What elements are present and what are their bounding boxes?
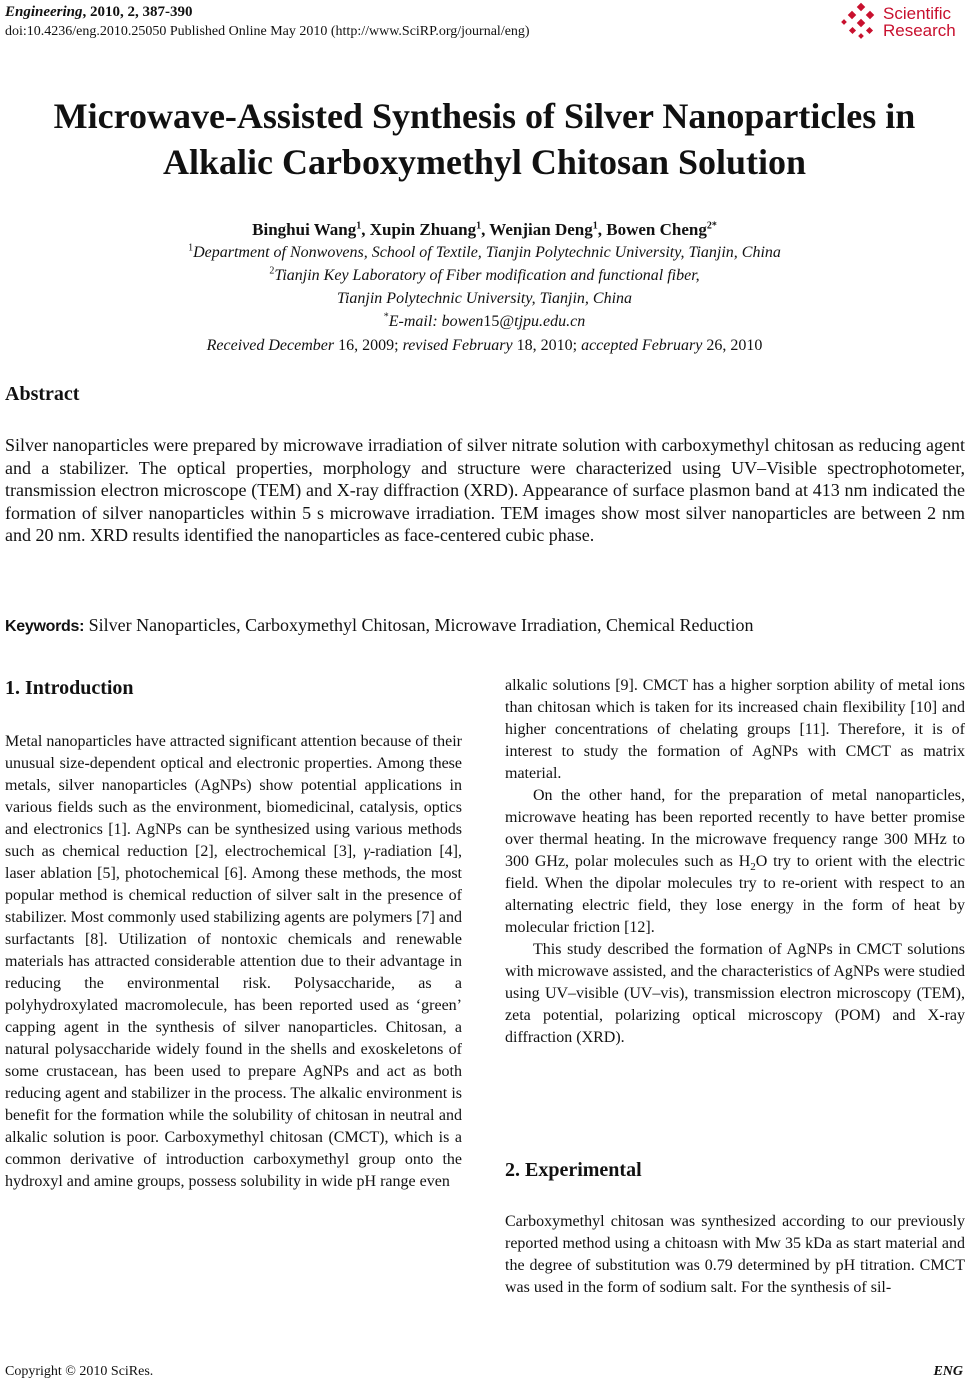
h2o-subscript: 2	[750, 861, 756, 874]
affiliation-1	[0, 242, 969, 263]
author-affil-mark: 1	[476, 220, 482, 232]
logo-line2: Research	[883, 21, 956, 40]
gamma-symbol: γ	[363, 843, 370, 860]
email-digits[interactable]: 15	[483, 313, 500, 330]
affil-mark: 1	[188, 242, 194, 254]
affil-mark: 2	[269, 265, 275, 277]
author-name: Xupin Zhuang	[369, 220, 477, 239]
author-separator: ,	[597, 220, 607, 239]
affiliation-2	[0, 265, 969, 286]
author-affil-mark: 2*	[706, 220, 717, 232]
revised-label: revised February	[402, 337, 513, 354]
received-date: 16, 2009;	[334, 337, 403, 354]
dates-line	[0, 335, 969, 356]
logo-line1: Scientific	[883, 4, 952, 23]
footer-journal-abbrev: ENG	[933, 1364, 963, 1379]
title-line2: Alkalic Carboxymethyl Chitosan Solution	[162, 142, 807, 182]
intro-paragraph-3: This study described the formation of AgNPs in CMCT solutions with microwave assisted, and the characteristics of AgNPs were studied using UV–visible (UV–vis), transmission electron microscopy (TEM), zeta potential, polarizing optical microscopy (POM) and X-ray diffraction (XRD).	[505, 941, 965, 1046]
keywords-label: Keywords:	[5, 618, 85, 635]
accepted-label: accepted February	[581, 337, 703, 354]
author-affil-mark: 1	[592, 220, 598, 232]
right-column	[505, 675, 965, 1049]
experimental-paragraph-1: Carboxymethyl chitosan was synthesized according to our previously reported method using a chitoasn with Mw 35 kDa as start material and the degree of substitution was 0.79 determined by pH titration. CMCT was used in the form of sodium salt. For the synthesis of sil-	[505, 1213, 965, 1296]
email-label: E-mail:	[388, 313, 442, 330]
publisher-logo	[841, 2, 963, 44]
experimental-heading: 2. Experimental	[505, 1159, 642, 1181]
email-line	[0, 311, 969, 332]
intro-paragraph-1-cont: alkalic solutions [9]. CMCT has a higher sorption ability of metal ions than chitosan which is taken for its increased chain flexibility [10] and higher concentrations of chelating groups [11]. Therefore, it is of interest to study the formation of AgNPs with CMCT as matrix material.	[505, 677, 965, 782]
logo-text	[883, 5, 956, 39]
keywords-text: Silver Nanoparticles, Carboxymethyl Chitosan, Microwave Irradiation, Chemical Reduction	[84, 615, 754, 635]
accepted-date: 26, 2010	[702, 337, 763, 354]
affil-text: Department of Nonwovens, School of Textile, Tianjin Polytechnic University, Tianjin, China	[193, 244, 781, 261]
logo-mark-icon	[841, 2, 881, 42]
email-user[interactable]: bowen	[441, 313, 484, 330]
affil-text: Tianjin Key Laboratory of Fiber modification and functional fiber,	[274, 267, 700, 284]
intro-p1-part-a: Metal nanoparticles have attracted significant attention because of their unusual size-dependent optical and electronic properties. Among these metals, silver nanoparticles (AgNPs) show potential applications in various fields such as the environment, biomedicinal, catalysis, optics and electronics [1]. AgNPs can be synthesized using various methods such as chemical reduction [2], electrochemical [3],	[5, 733, 462, 860]
abstract-heading: Abstract	[5, 383, 80, 405]
title-line1: Microwave-Assisted Synthesis of Silver Nanoparticles in	[53, 96, 916, 136]
left-column	[5, 731, 462, 1193]
author-name: Wenjian Deng	[489, 220, 593, 239]
email-domain[interactable]: @tjpu.edu.cn	[499, 313, 586, 330]
paper-title	[0, 93, 969, 185]
received-label: Received December	[206, 337, 335, 354]
author-name: Bowen Cheng	[606, 220, 707, 239]
journal-line	[5, 3, 765, 22]
intro-heading: 1. Introduction	[5, 677, 134, 699]
author-list	[0, 220, 969, 240]
affiliation-3: Tianjin Polytechnic University, Tianjin, China	[336, 290, 633, 307]
journal-name: Engineering	[5, 4, 83, 20]
intro-paragraph-2	[505, 785, 965, 939]
intro-p1-part-b: -radiation [4], laser ablation [5], photochemical [6]. Among these methods, the most popular method is chemical reduction of silver salt in the presence of stabilizer. Most commonly used stabilizing agents are polymers [7] and surfactants [8]. Utilization of nontoxic chemicals and renewable materials has attracted considerable attention due to their advantage in reducing the environmental risk. Polysaccharide, as a polyhydroxylated macromolecule, has been reported used as ‘green’ capping agent in the synthesis of silver nanoparticles. Chitosan, a natural polysaccharide widely found in the shells and exoskeletons of some crustacean, has been used to prepare AgNPs and act as both reducing agent and stabilizer in the process. The alkalic environment is benefit for the formation while the solubility of chitosan in neutral and alkalic solution is poor. Carboxymethyl chitosan (CMCT), which is a common derivative of introduction carboxymethyl group onto the hydroxyl and amine groups, possess solubility in wide pH range even	[5, 843, 462, 1190]
email-mark: *	[383, 311, 389, 323]
intro-paragraph-1	[5, 731, 462, 1193]
intro-p2-part-a: On the other hand, for the preparation of metal nanoparticles, microwave heating has been reported recently to have better promise over thermal heating. In the microwave frequency range 300 MHz to 300 GHz, polar molecules such as H	[505, 787, 965, 870]
keywords	[5, 614, 965, 638]
abstract-text: Silver nanoparticles were prepared by microwave irradiation of silver nitrate solution with carboxymethyl chitosan as reducing agent and a stabilizer. The optical properties, morphology and structure were characterized using UV–Visible spectrophotometer, transmission electron microscope (TEM) and X-ray diffraction (XRD). Appearance of surface plasmon band at 413 nm indicated the formation of silver nanoparticles within 5 s microwave irradiation. TEM images show most silver nanoparticles are between 2 nm and 20 nm. XRD results identified the nanoparticles as face-centered cubic phase.	[5, 435, 965, 545]
author-affil-mark: 1	[356, 220, 362, 232]
author-separator: ,	[361, 220, 370, 239]
experimental-column	[505, 1211, 965, 1299]
revised-date: 18, 2010;	[512, 337, 582, 354]
journal-header	[5, 3, 765, 41]
author-name: Binghui Wang	[252, 220, 357, 239]
copyright-notice: Copyright © 2010 SciRes.	[5, 1364, 154, 1379]
author-separator: ,	[481, 220, 490, 239]
journal-details: , 2010, 2, 387-390	[82, 4, 193, 20]
intro-p2-part-b: O try to orient with the electric field. When the dipolar molecules try to re-orient with respect to an alternating electric field, they lose energy in the form of heat by molecular friction [12].	[505, 853, 965, 936]
doi-line[interactable]: doi:10.4236/eng.2010.25050 Published Online May 2010 (http://www.SciRP.org/journal/eng)	[5, 24, 530, 39]
